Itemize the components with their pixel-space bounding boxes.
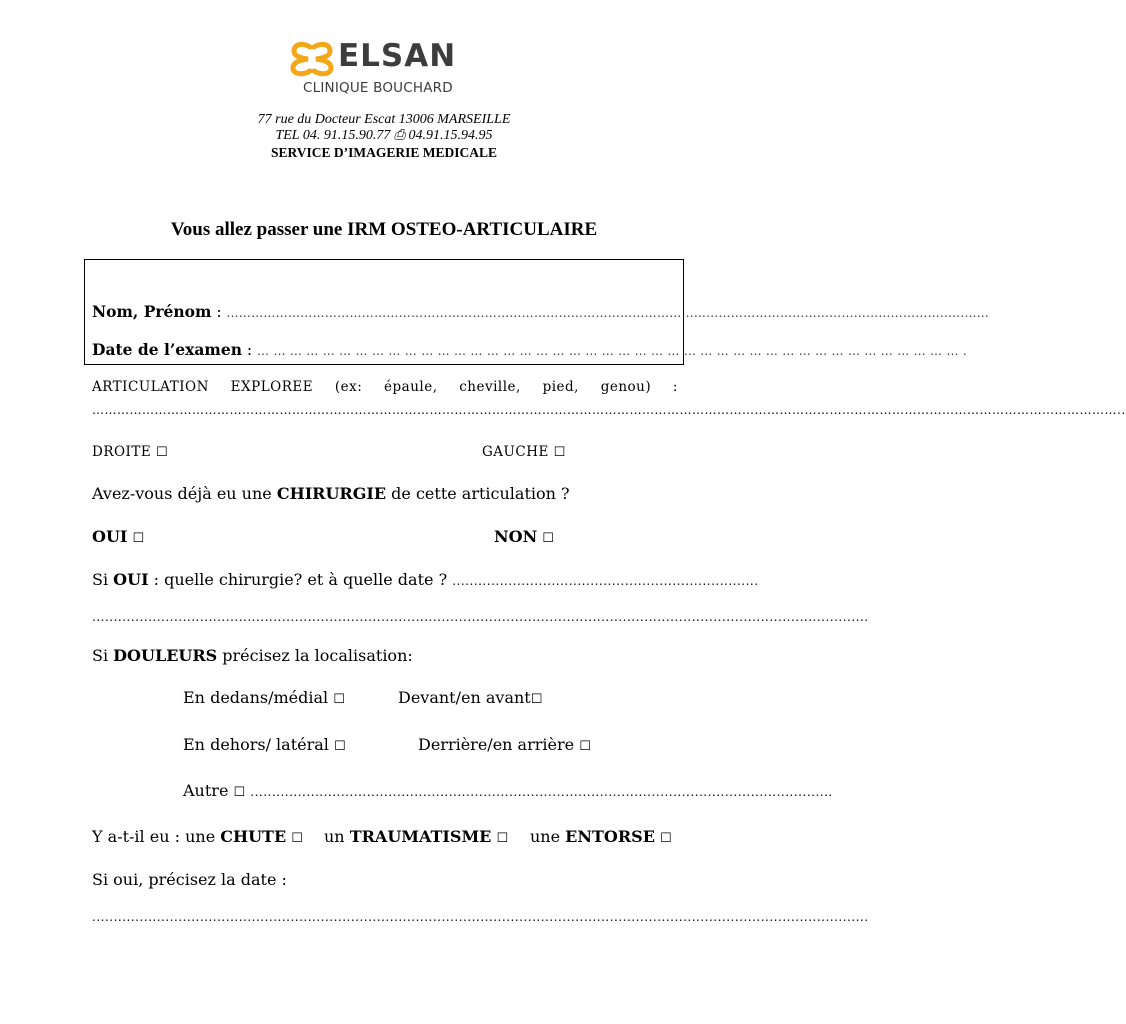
- pain-q-post: précisez la localisation:: [217, 646, 413, 665]
- trauma-option: [324, 827, 508, 846]
- service-name: SERVICE D’IMAGERIE MEDICALE: [270, 145, 498, 160]
- right-checkbox[interactable]: ☐: [156, 445, 169, 460]
- right-label: DROITE: [92, 444, 152, 460]
- date-dots: … … … … … … … … … … … … … … … … … … … … … … … … … … … … … … … … … … … … … … … … … … … .: [257, 344, 967, 358]
- no-checkbox[interactable]: ☐: [542, 531, 554, 546]
- surgery-q-bold: CHIRURGIE: [276, 484, 387, 503]
- detail-pre: Si: [92, 570, 114, 589]
- articulation-label: [92, 379, 678, 395]
- articulation-word: pied,: [542, 379, 579, 395]
- pain-q-bold: DOULEURS: [113, 646, 218, 665]
- phone-fax: TEL 04. 91.15.90.77 ⎙ 04.91.15.94.95: [275, 128, 493, 143]
- surgery-yes[interactable]: [92, 527, 144, 546]
- fall-label: CHUTE: [220, 827, 287, 846]
- yes-label: OUI: [92, 527, 128, 546]
- trauma-checkbox[interactable]: ☐: [496, 831, 509, 846]
- trauma-question: [92, 827, 303, 846]
- pain-front-option[interactable]: [398, 688, 542, 707]
- pain-question: [92, 646, 413, 665]
- right-option[interactable]: [92, 444, 168, 460]
- articulation-word: cheville,: [459, 379, 521, 395]
- trauma-label: TRAUMATISME: [349, 827, 492, 846]
- other-checkbox[interactable]: ☐: [233, 785, 246, 800]
- sprain-checkbox[interactable]: ☐: [659, 831, 672, 846]
- pain-lateral-option[interactable]: [183, 735, 346, 754]
- trauma-q-pre: Y a-t-il eu : une: [92, 827, 221, 846]
- articulation-word: genou): [600, 379, 652, 395]
- name-dots: ……………………………………………………………………………………………………………………………………………………………………: [226, 306, 990, 320]
- left-label: GAUCHE: [482, 444, 549, 460]
- pain-back-option[interactable]: [418, 735, 591, 754]
- yes-checkbox[interactable]: ☐: [132, 531, 145, 546]
- articulation-dots[interactable]: …………………………………………………………………………………………………………………………………………………………………………………………………………………………..: [92, 403, 1126, 417]
- sprain-option: [530, 827, 672, 846]
- articulation-word: ARTICULATION: [92, 379, 209, 395]
- surgery-no[interactable]: [494, 527, 554, 546]
- document-title: Vous allez passer une IRM OSTEO-ARTICULAIRE: [170, 219, 598, 240]
- trauma-date-question: Si oui, précisez la date :: [92, 870, 287, 889]
- lateral-label: En dehors/ latéral: [183, 735, 329, 754]
- pain-q-pre: Si: [92, 646, 114, 665]
- detail-bold: OUI: [113, 570, 149, 589]
- sprain-label: ENTORSE: [565, 827, 655, 846]
- surgery-q-pre: Avez-vous déjà eu une: [92, 484, 277, 503]
- logo-subtitle: CLINIQUE BOUCHARD: [303, 80, 453, 96]
- exam-date-field[interactable]: [92, 340, 967, 359]
- date-label: Date de l’examen: [92, 340, 242, 359]
- articulation-word: épaule,: [384, 379, 438, 395]
- detail-post: : quelle chirurgie? et à quelle date ?: [148, 570, 453, 589]
- trauma-mid-1: un: [324, 827, 350, 846]
- trauma-date-dots[interactable]: ....................................................................................................................................................................................: [92, 910, 869, 924]
- other-dots: .......................................................................................................................................: [250, 785, 833, 799]
- left-checkbox[interactable]: ☐: [553, 445, 566, 460]
- left-option[interactable]: [482, 444, 566, 460]
- pain-other-option[interactable]: [183, 781, 833, 800]
- trauma-mid-2: une: [530, 827, 566, 846]
- name-label: Nom, Prénom: [92, 302, 212, 321]
- name-sep: :: [211, 303, 227, 321]
- no-label: NON: [494, 527, 538, 546]
- address: 77 rue du Docteur Escat 13006 MARSEILLE: [257, 112, 511, 127]
- back-label: Derrière/en arrière: [418, 735, 575, 754]
- surgery-question: [92, 484, 570, 503]
- articulation-word: (ex:: [334, 379, 363, 395]
- medial-label: En dedans/médial: [183, 688, 329, 707]
- back-checkbox[interactable]: ☐: [579, 739, 591, 754]
- elsan-logo-icon: [290, 42, 334, 76]
- articulation-word: EXPLOREE: [230, 379, 314, 395]
- logo: [0, 38, 768, 102]
- surgery-q-post: de cette articulation ?: [386, 484, 570, 503]
- medial-checkbox[interactable]: ☐: [333, 692, 345, 707]
- date-sep: :: [241, 341, 258, 359]
- detail-dots: .......................................................................: [452, 574, 759, 588]
- fall-checkbox[interactable]: ☐: [291, 831, 303, 846]
- surgery-detail[interactable]: [92, 570, 759, 589]
- surgery-extra-dots[interactable]: ....................................................................................................................................................................................: [92, 610, 869, 624]
- lateral-checkbox[interactable]: ☐: [334, 739, 346, 754]
- articulation-word: :: [672, 379, 678, 395]
- pain-medial-option[interactable]: [183, 688, 345, 707]
- other-label: Autre: [183, 781, 229, 800]
- front-label: Devant/en avant: [398, 688, 531, 707]
- name-field[interactable]: [92, 302, 989, 321]
- front-checkbox[interactable]: ☐: [530, 692, 543, 707]
- logo-wordmark: ELSAN: [338, 38, 457, 74]
